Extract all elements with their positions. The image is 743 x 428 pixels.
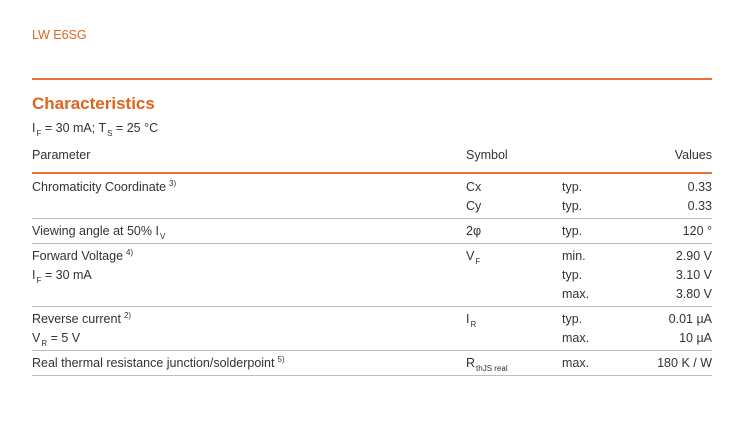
row-divider [32,306,712,307]
param-forward-voltage: Forward Voltage $^{4)}$ [32,248,134,263]
kind-reverse-max: max. [562,331,590,345]
symbol-reverse-current: $I_R$ [466,312,477,329]
param-chromaticity: Chromaticity Coordinate $^{3)}$ [32,179,177,194]
row-divider [32,243,712,244]
kind-cy: typ. [562,199,583,213]
symbol-forward-voltage: $V_F$ [466,249,481,266]
row-divider [32,218,712,219]
row-divider [32,375,712,376]
column-header-values: Values [674,148,712,162]
section-title: Characteristics [32,94,155,113]
symbol-cx: Cx [466,180,482,194]
value-thermal-max: 180 K / W [657,356,712,370]
value-forward-max: 3.80 V [675,287,712,301]
param-reverse-condition: $V_R = 5$ V [32,331,81,348]
param-thermal-resistance: Real thermal resistance junction/solderpoint $^{5)}$ [32,355,285,370]
table-header-divider [32,172,712,174]
symbol-thermal-resistance: $R_{thJS real}$ [466,356,508,373]
row-divider [32,350,712,351]
value-forward-min: 2.90 V [675,249,712,263]
value-viewing-angle: 120 ° [682,224,712,238]
kind-viewing-angle: typ. [562,224,583,238]
column-header-parameter: Parameter [32,148,91,162]
symbol-viewing-angle: 2φ [466,224,482,238]
kind-thermal-max: max. [562,356,590,370]
value-forward-typ: 3.10 V [675,268,712,282]
value-cx: 0.33 [687,180,712,194]
value-reverse-max: 10 µA [679,331,712,345]
kind-forward-min: min. [562,249,586,263]
kind-reverse-typ: typ. [562,312,583,326]
symbol-cy: Cy [466,199,482,213]
header-divider [32,78,712,80]
param-forward-condition: $I_F = 30$ mA [32,268,92,285]
kind-forward-typ: typ. [562,268,583,282]
column-header-symbol: Symbol [466,148,508,162]
kind-cx: typ. [562,180,583,194]
test-conditions: $I_F = 30$ mA; $T_S = 25$ °C [32,121,159,138]
value-reverse-typ: 0.01 µA [668,312,712,326]
document-id: LW E6SG [32,28,87,42]
param-reverse-current: Reverse current $^{2)}$ [32,311,132,326]
kind-forward-max: max. [562,287,590,301]
value-cy: 0.33 [687,199,712,213]
param-viewing-angle: Viewing angle at 50% $I_V$ [32,224,166,241]
